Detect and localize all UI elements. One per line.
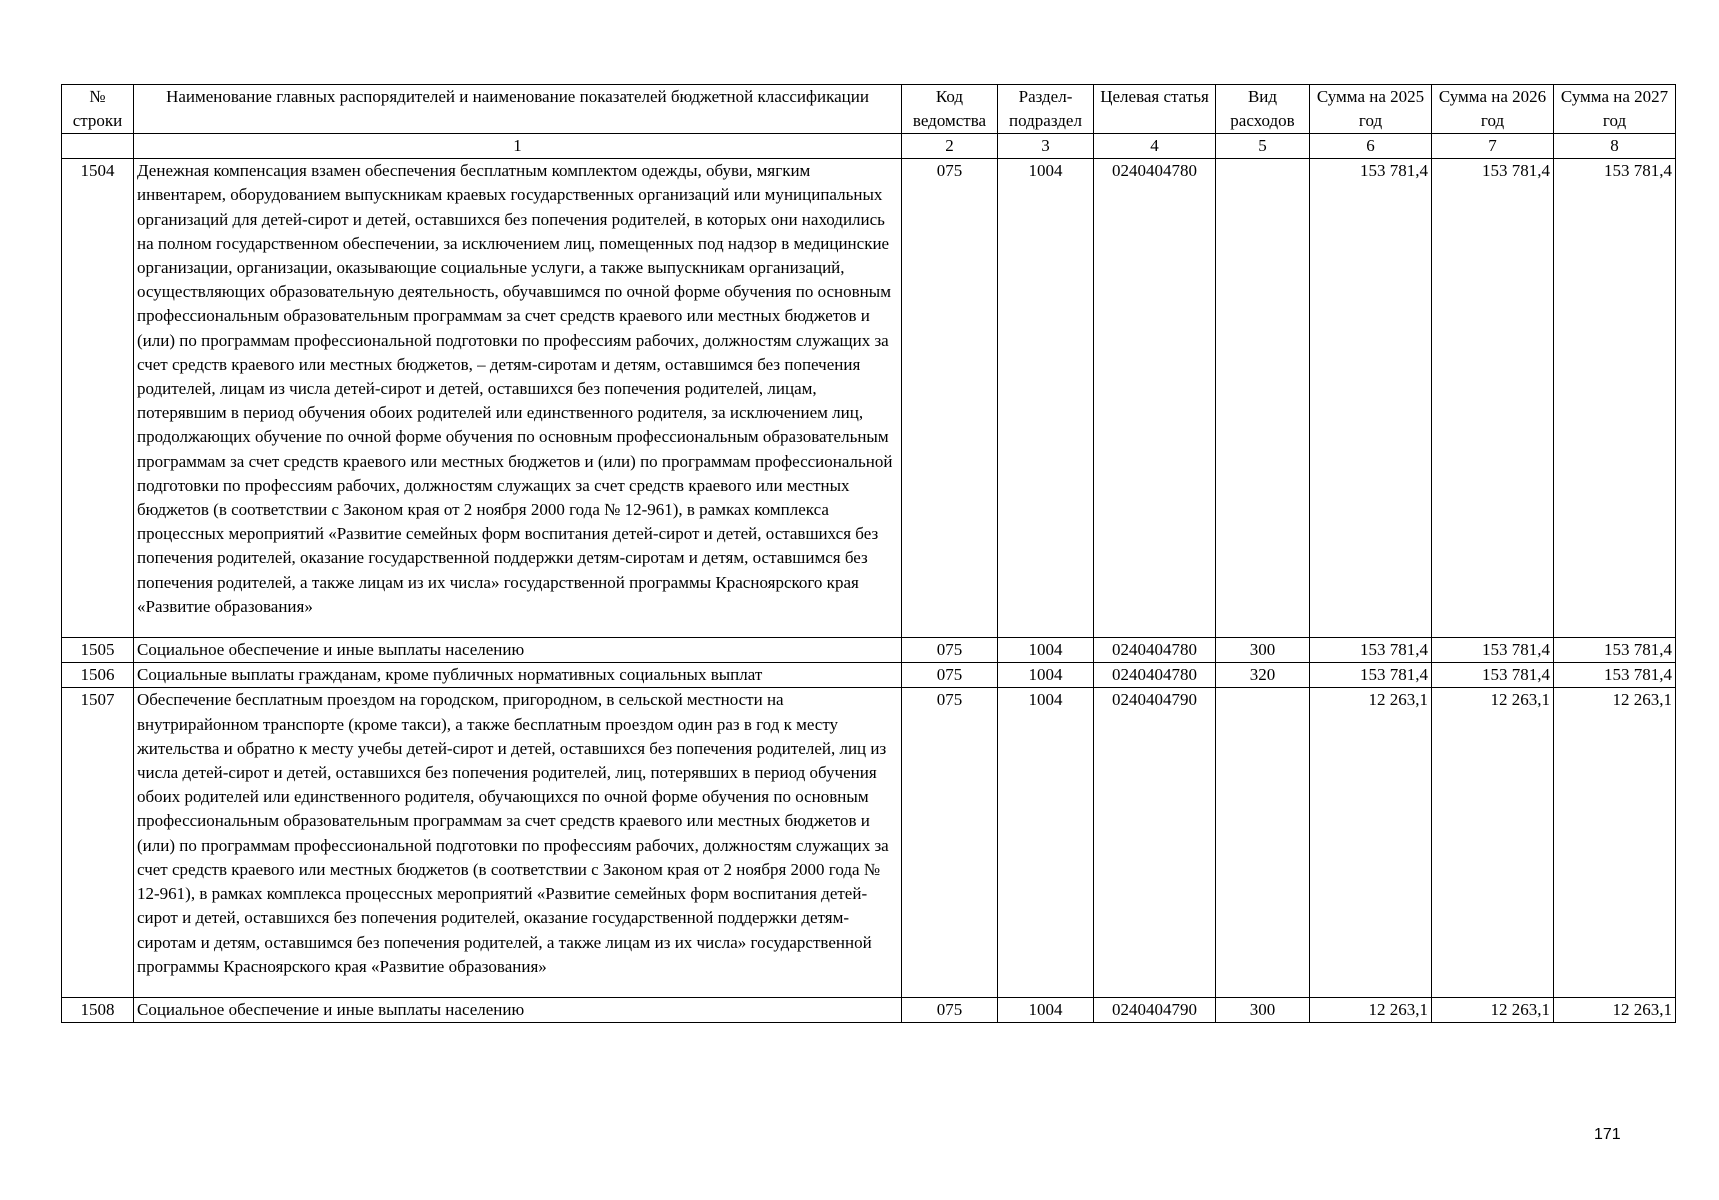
target-item: 0240404780 <box>1094 159 1216 638</box>
column-number: 5 <box>1216 134 1310 159</box>
sum-2026: 153 781,4 <box>1432 159 1554 638</box>
line-number: 1505 <box>62 638 134 663</box>
section-code: 1004 <box>998 663 1094 688</box>
header-sum-2027: Сумма на 2027 год <box>1554 85 1676 134</box>
line-number: 1506 <box>62 663 134 688</box>
target-item: 0240404790 <box>1094 688 1216 997</box>
expense-type <box>1216 159 1310 638</box>
header-target-item: Целевая статья <box>1094 85 1216 134</box>
sum-2025: 153 781,4 <box>1310 638 1432 663</box>
sum-2025: 153 781,4 <box>1310 159 1432 638</box>
item-name: Социальное обеспечение и иные выплаты населению <box>134 638 902 663</box>
line-number: 1507 <box>62 688 134 997</box>
item-name: Социальные выплаты гражданам, кроме публичных нормативных социальных выплат <box>134 663 902 688</box>
header-sum-2025: Сумма на 2025 год <box>1310 85 1432 134</box>
item-name: Социальное обеспечение и иные выплаты населению <box>134 997 902 1022</box>
header-expense-type: Вид расходов <box>1216 85 1310 134</box>
table-row <box>62 159 1676 638</box>
column-number: 2 <box>902 134 998 159</box>
sum-2025: 153 781,4 <box>1310 663 1432 688</box>
header-section: Раздел-подраздел <box>998 85 1094 134</box>
header-name: Наименование главных распорядителей и наименование показателей бюджетной классификации <box>134 85 902 134</box>
dept-code: 075 <box>902 688 998 997</box>
page-number: 171 <box>1594 1126 1621 1143</box>
column-number <box>62 134 134 159</box>
expense-type: 300 <box>1216 997 1310 1022</box>
dept-code: 075 <box>902 638 998 663</box>
column-number: 6 <box>1310 134 1432 159</box>
column-number: 3 <box>998 134 1094 159</box>
column-number: 1 <box>134 134 902 159</box>
column-number: 4 <box>1094 134 1216 159</box>
dept-code: 075 <box>902 663 998 688</box>
sum-2026: 153 781,4 <box>1432 663 1554 688</box>
table-row <box>62 997 1676 1022</box>
sum-2026: 153 781,4 <box>1432 638 1554 663</box>
sum-2027: 153 781,4 <box>1554 159 1676 638</box>
sum-2026: 12 263,1 <box>1432 688 1554 997</box>
sum-2027: 12 263,1 <box>1554 997 1676 1022</box>
section-code: 1004 <box>998 638 1094 663</box>
target-item: 0240404780 <box>1094 663 1216 688</box>
sum-2027: 12 263,1 <box>1554 688 1676 997</box>
header-line-number: № строки <box>62 85 134 134</box>
budget-table <box>61 84 1676 1023</box>
expense-type: 320 <box>1216 663 1310 688</box>
section-code: 1004 <box>998 688 1094 997</box>
target-item: 0240404790 <box>1094 997 1216 1022</box>
column-number: 8 <box>1554 134 1676 159</box>
column-number-row <box>62 134 1676 159</box>
sum-2027: 153 781,4 <box>1554 663 1676 688</box>
sum-2025: 12 263,1 <box>1310 997 1432 1022</box>
item-name: Денежная компенсация взамен обеспечения бесплатным комплектом одежды, обуви, мягким инвентарем, оборудованием выпускникам краевых государственных организаций или муниципальных организаций для детей-сирот и детей, оставшихся без попечения родителей, в которых они находились на полном государственном обеспечении, за исключением лиц, помещенных под надзор в медицинские организации, организации, оказывающие социальные услуги, а также выпускникам организаций, осуществляющих образовательную деятельность, обучавшимся по очной форме обучения по основным профессиональным образовательным программам за счет средств краевого или местных бюджетов и (или) по программам профессиональной подготовки по профессиям рабочих, должностям служащих за счет средств краевого или местных бюджетов, – детям-сиротам и детям, оставшимся без попечения родителей, лицам из числа детей-сирот и детей, оставшихся без попечения родителей, лицам, потерявшим в период обучения обоих родителей или единственного родителя, за исключением лиц, продолжающих обучение по очной форме обучения по основным профессиональным образовательным программам за счет средств краевого или местных бюджетов и (или) по программам профессиональной подготовки по профессиям рабочих, должностям служащих за счет средств краевого или местных бюджетов (в соответствии с Законом края от 2 ноября 2000 года № 12-961), в рамках комплекса процессных мероприятий «Развитие семейных форм воспитания детей-сирот и детей, оставшихся без попечения родителей, оказание государственной поддержки детям-сиротам и детям, оставшимся без попечения родителей, а также лицам из их числа» государственной программы Красноярского края «Развитие образования» <box>134 159 902 638</box>
dept-code: 075 <box>902 159 998 638</box>
column-number: 7 <box>1432 134 1554 159</box>
table-row <box>62 638 1676 663</box>
line-number: 1504 <box>62 159 134 638</box>
expense-type <box>1216 688 1310 997</box>
sum-2027: 153 781,4 <box>1554 638 1676 663</box>
sum-2025: 12 263,1 <box>1310 688 1432 997</box>
section-code: 1004 <box>998 159 1094 638</box>
table-row <box>62 663 1676 688</box>
target-item: 0240404780 <box>1094 638 1216 663</box>
header-sum-2026: Сумма на 2026 год <box>1432 85 1554 134</box>
sum-2026: 12 263,1 <box>1432 997 1554 1022</box>
expense-type: 300 <box>1216 638 1310 663</box>
item-name: Обеспечение бесплатным проездом на городском, пригородном, в сельской местности на внутрирайонном транспорте (кроме такси), а также бесплатным проездом один раз в год к месту жительства и обратно к месту учебы детей-сирот и детей, оставшихся без попечения родителей, лиц из числа детей-сирот и детей, оставшихся без попечения родителей, лиц, потерявших в период обучения обоих родителей или единственного родителя, обучающихся по очной форме обучения по основным профессиональным образовательным программам за счет средств краевого или местных бюджетов и (или) по программам профессиональной подготовки по профессиям рабочих, должностям служащих за счет средств краевого или местных бюджетов (в соответствии с Законом края от 2 ноября 2000 года № 12-961), в рамках комплекса процессных мероприятий «Развитие семейных форм воспитания детей-сирот и детей, оставшихся без попечения родителей, оказание государственной поддержки детям-сиротам и детям, оставшимся без попечения родителей, а также лицам из их числа» государственной программы Красноярского края «Развитие образования» <box>134 688 902 997</box>
header-dept-code: Код ведомства <box>902 85 998 134</box>
table-row <box>62 688 1676 997</box>
header-row <box>62 85 1676 134</box>
section-code: 1004 <box>998 997 1094 1022</box>
dept-code: 075 <box>902 997 998 1022</box>
line-number: 1508 <box>62 997 134 1022</box>
